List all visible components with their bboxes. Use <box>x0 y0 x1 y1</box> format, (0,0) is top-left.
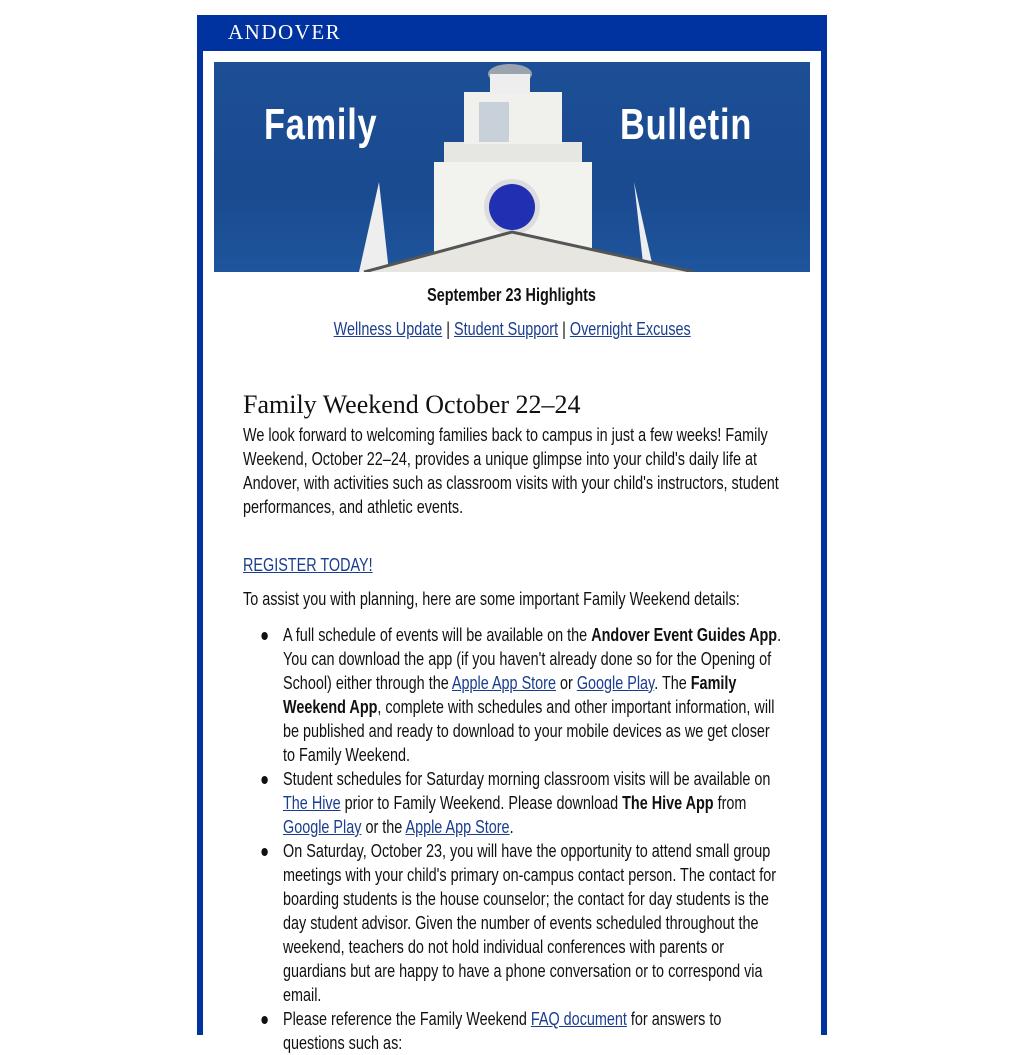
text: . The <box>654 673 691 693</box>
highlights-links <box>333 319 690 340</box>
planning-text: To assist you with planning, here are some important Family Weekend details: <box>243 589 740 609</box>
text: or the <box>361 817 406 837</box>
text: A full schedule of events will be available on the <box>283 625 592 645</box>
article <box>243 390 783 1055</box>
text: Student schedules for Saturday morning classroom visits will be available on <box>283 769 771 789</box>
overnight-excuses-link[interactable]: Overnight Excuses <box>569 319 691 339</box>
google-play-link[interactable]: Google Play <box>576 673 655 693</box>
separator: | <box>561 319 566 339</box>
article-title: Family Weekend October 22–24 <box>243 390 581 419</box>
hero-title-bulletin: Bulletin <box>620 100 753 149</box>
student-support-link[interactable]: Student Support <box>453 319 558 339</box>
clock-tower-image <box>214 62 810 272</box>
apple-app-store-link[interactable]: Apple App Store <box>405 817 510 837</box>
faq-document-link[interactable]: FAQ document <box>530 1009 627 1029</box>
details-list <box>243 623 783 1055</box>
hero-title-family: Family <box>264 100 378 149</box>
bold-text: The Hive App <box>622 793 714 813</box>
register-link[interactable]: REGISTER TODAY! <box>243 555 373 575</box>
bold-text: Family Weekend App <box>283 673 737 717</box>
highlights-title: September 23 Highlights <box>427 285 597 305</box>
list-item <box>283 767 783 839</box>
list-item <box>283 623 783 767</box>
text: , complete with schedules and other important information, will be published and ready to download to your mobile devices as we get closer to Family Weekend. <box>283 697 775 765</box>
google-play-link[interactable]: Google Play <box>283 817 362 837</box>
newsletter-frame <box>197 15 827 1053</box>
text: . <box>509 817 514 837</box>
text: or <box>556 673 577 693</box>
text: On Saturday, October 23, you will have the opportunity to attend small group meetings with your child's primary on-campus contact person. The contact for boarding students is the house counselor; the contact for day students is the day student advisor. Given the number of events scheduled throughout the weekend, teachers do not hold individual conferences with parents or guardians but are happy to have a phone conversation or to correspond via email. <box>283 841 777 1005</box>
list-item <box>283 1007 783 1055</box>
text: . You can download the app (if you haven't already done so for the Opening of School) either through the <box>283 625 782 693</box>
text: prior to Family Weekend. Please download <box>340 793 623 813</box>
text: Please reference the Family Weekend <box>283 1009 531 1029</box>
list-item <box>283 839 783 1007</box>
hero-banner <box>214 62 810 272</box>
apple-app-store-link[interactable]: Apple App Store <box>451 673 556 693</box>
article-intro: We look forward to welcoming families back to campus in just a few weeks! Family Weekend, October 22–24, provides a unique glimpse into your child's daily life at Andover, with activities such as classroom visits with your child's instructors, student performances, and athletic events. <box>243 425 779 517</box>
text: from <box>713 793 747 813</box>
newsletter-body <box>203 51 821 1053</box>
wellness-update-link[interactable]: Wellness Update <box>333 319 443 339</box>
text: for answers to questions such as: <box>283 1009 722 1053</box>
the-hive-link[interactable]: The Hive <box>283 793 341 813</box>
bold-text: Andover Event Guides App <box>591 625 778 645</box>
andover-logo: ANDOVER <box>228 20 342 44</box>
separator: | <box>446 319 450 339</box>
